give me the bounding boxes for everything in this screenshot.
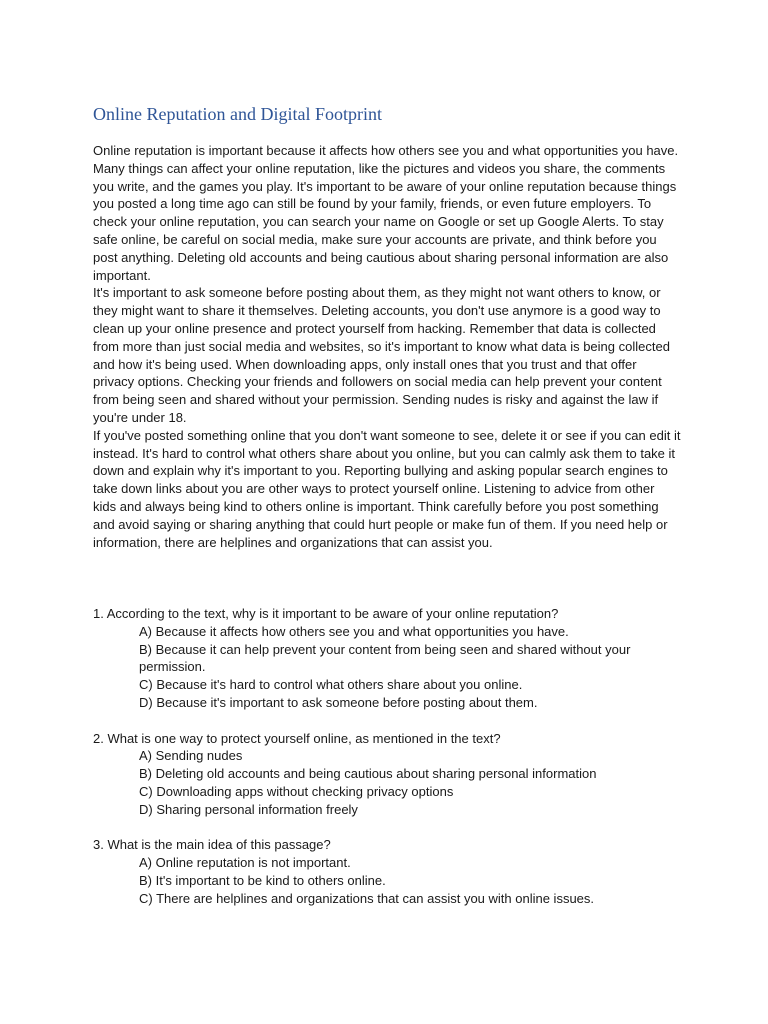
question-list bbox=[93, 605, 683, 925]
option-list bbox=[93, 854, 659, 907]
option-b: B) Deleting old accounts and being cautious about sharing personal information bbox=[139, 766, 597, 782]
option-d: D) Because it's important to ask someone before posting about them. bbox=[139, 694, 538, 710]
option-b: B) Because it can help prevent your content from being seen and shared without your permission. bbox=[139, 641, 631, 675]
question-text: 2. What is one way to protect yourself online, as mentioned in the text? bbox=[93, 730, 501, 746]
paragraph: Online reputation is important because it affects how others see you and what opportunities you have. Many things can affect your online reputation, like the pictures and videos you share, the comments you write, and the games you play. It's important to be aware of your online reputation because things you posted a long time ago can still be found by your family, friends, or even future employers. To check your online reputation, you can search your name on Google or set up Google Alerts. To stay safe online, be careful on social media, make sure your accounts are private, and think before you post anything. Deleting old accounts and being cautious about sharing personal information are also important. bbox=[93, 143, 679, 283]
option-c: C) Because it's hard to control what others share about you online. bbox=[139, 677, 523, 693]
option-list bbox=[93, 747, 659, 818]
question-1 bbox=[93, 605, 683, 712]
option-a: A) Because it affects how others see you and what opportunities you have. bbox=[139, 623, 569, 639]
option-c: C) Downloading apps without checking privacy options bbox=[139, 783, 454, 799]
question-text: 3. What is the main idea of this passage? bbox=[93, 837, 331, 853]
question-3 bbox=[93, 836, 683, 907]
document-body bbox=[93, 142, 681, 551]
option-d: D) Sharing personal information freely bbox=[139, 801, 358, 817]
option-c: C) There are helplines and organizations that can assist you with online issues. bbox=[139, 890, 595, 906]
document-title: Online Reputation and Digital Footprint bbox=[93, 104, 382, 124]
paragraph: It's important to ask someone before posting about them, as they might not want others to know, or they might want to share it themselves. Deleting accounts, you don't use anymore is a good way to clean up your online presence and protect yourself from hacking. Remember that data is collected from more than just social media and websites, so it's important to know what data is being collected and how it's being used. When downloading apps, only install ones that you trust and that offer privacy options. Checking your friends and followers on social media can help prevent your content from being seen and shared without your permission. Sending nudes is risky and against the law if you're under 18. bbox=[93, 285, 670, 425]
option-b: B) It's important to be kind to others online. bbox=[139, 872, 386, 888]
question-text: 1. According to the text, why is it important to be aware of your online reputation? bbox=[93, 606, 559, 621]
option-list bbox=[93, 623, 659, 712]
option-a: A) Online reputation is not important. bbox=[139, 855, 351, 871]
question-2 bbox=[93, 730, 683, 819]
option-a: A) Sending nudes bbox=[139, 748, 243, 764]
paragraph: If you've posted something online that you don't want someone to see, delete it or see if you can edit it instead. It's hard to control what others share about you online, but you can calmly ask them to take it down and explain why it's important to you. Reporting bullying and asking popular search engines to take down links about you are other ways to protect yourself online. Listening to advice from other kids and always being kind to others online is important. Think carefully before you post something and avoid saying or sharing anything that could hurt people or make fun of them. If you need help or information, there are helplines and organizations that can assist you. bbox=[93, 427, 681, 550]
